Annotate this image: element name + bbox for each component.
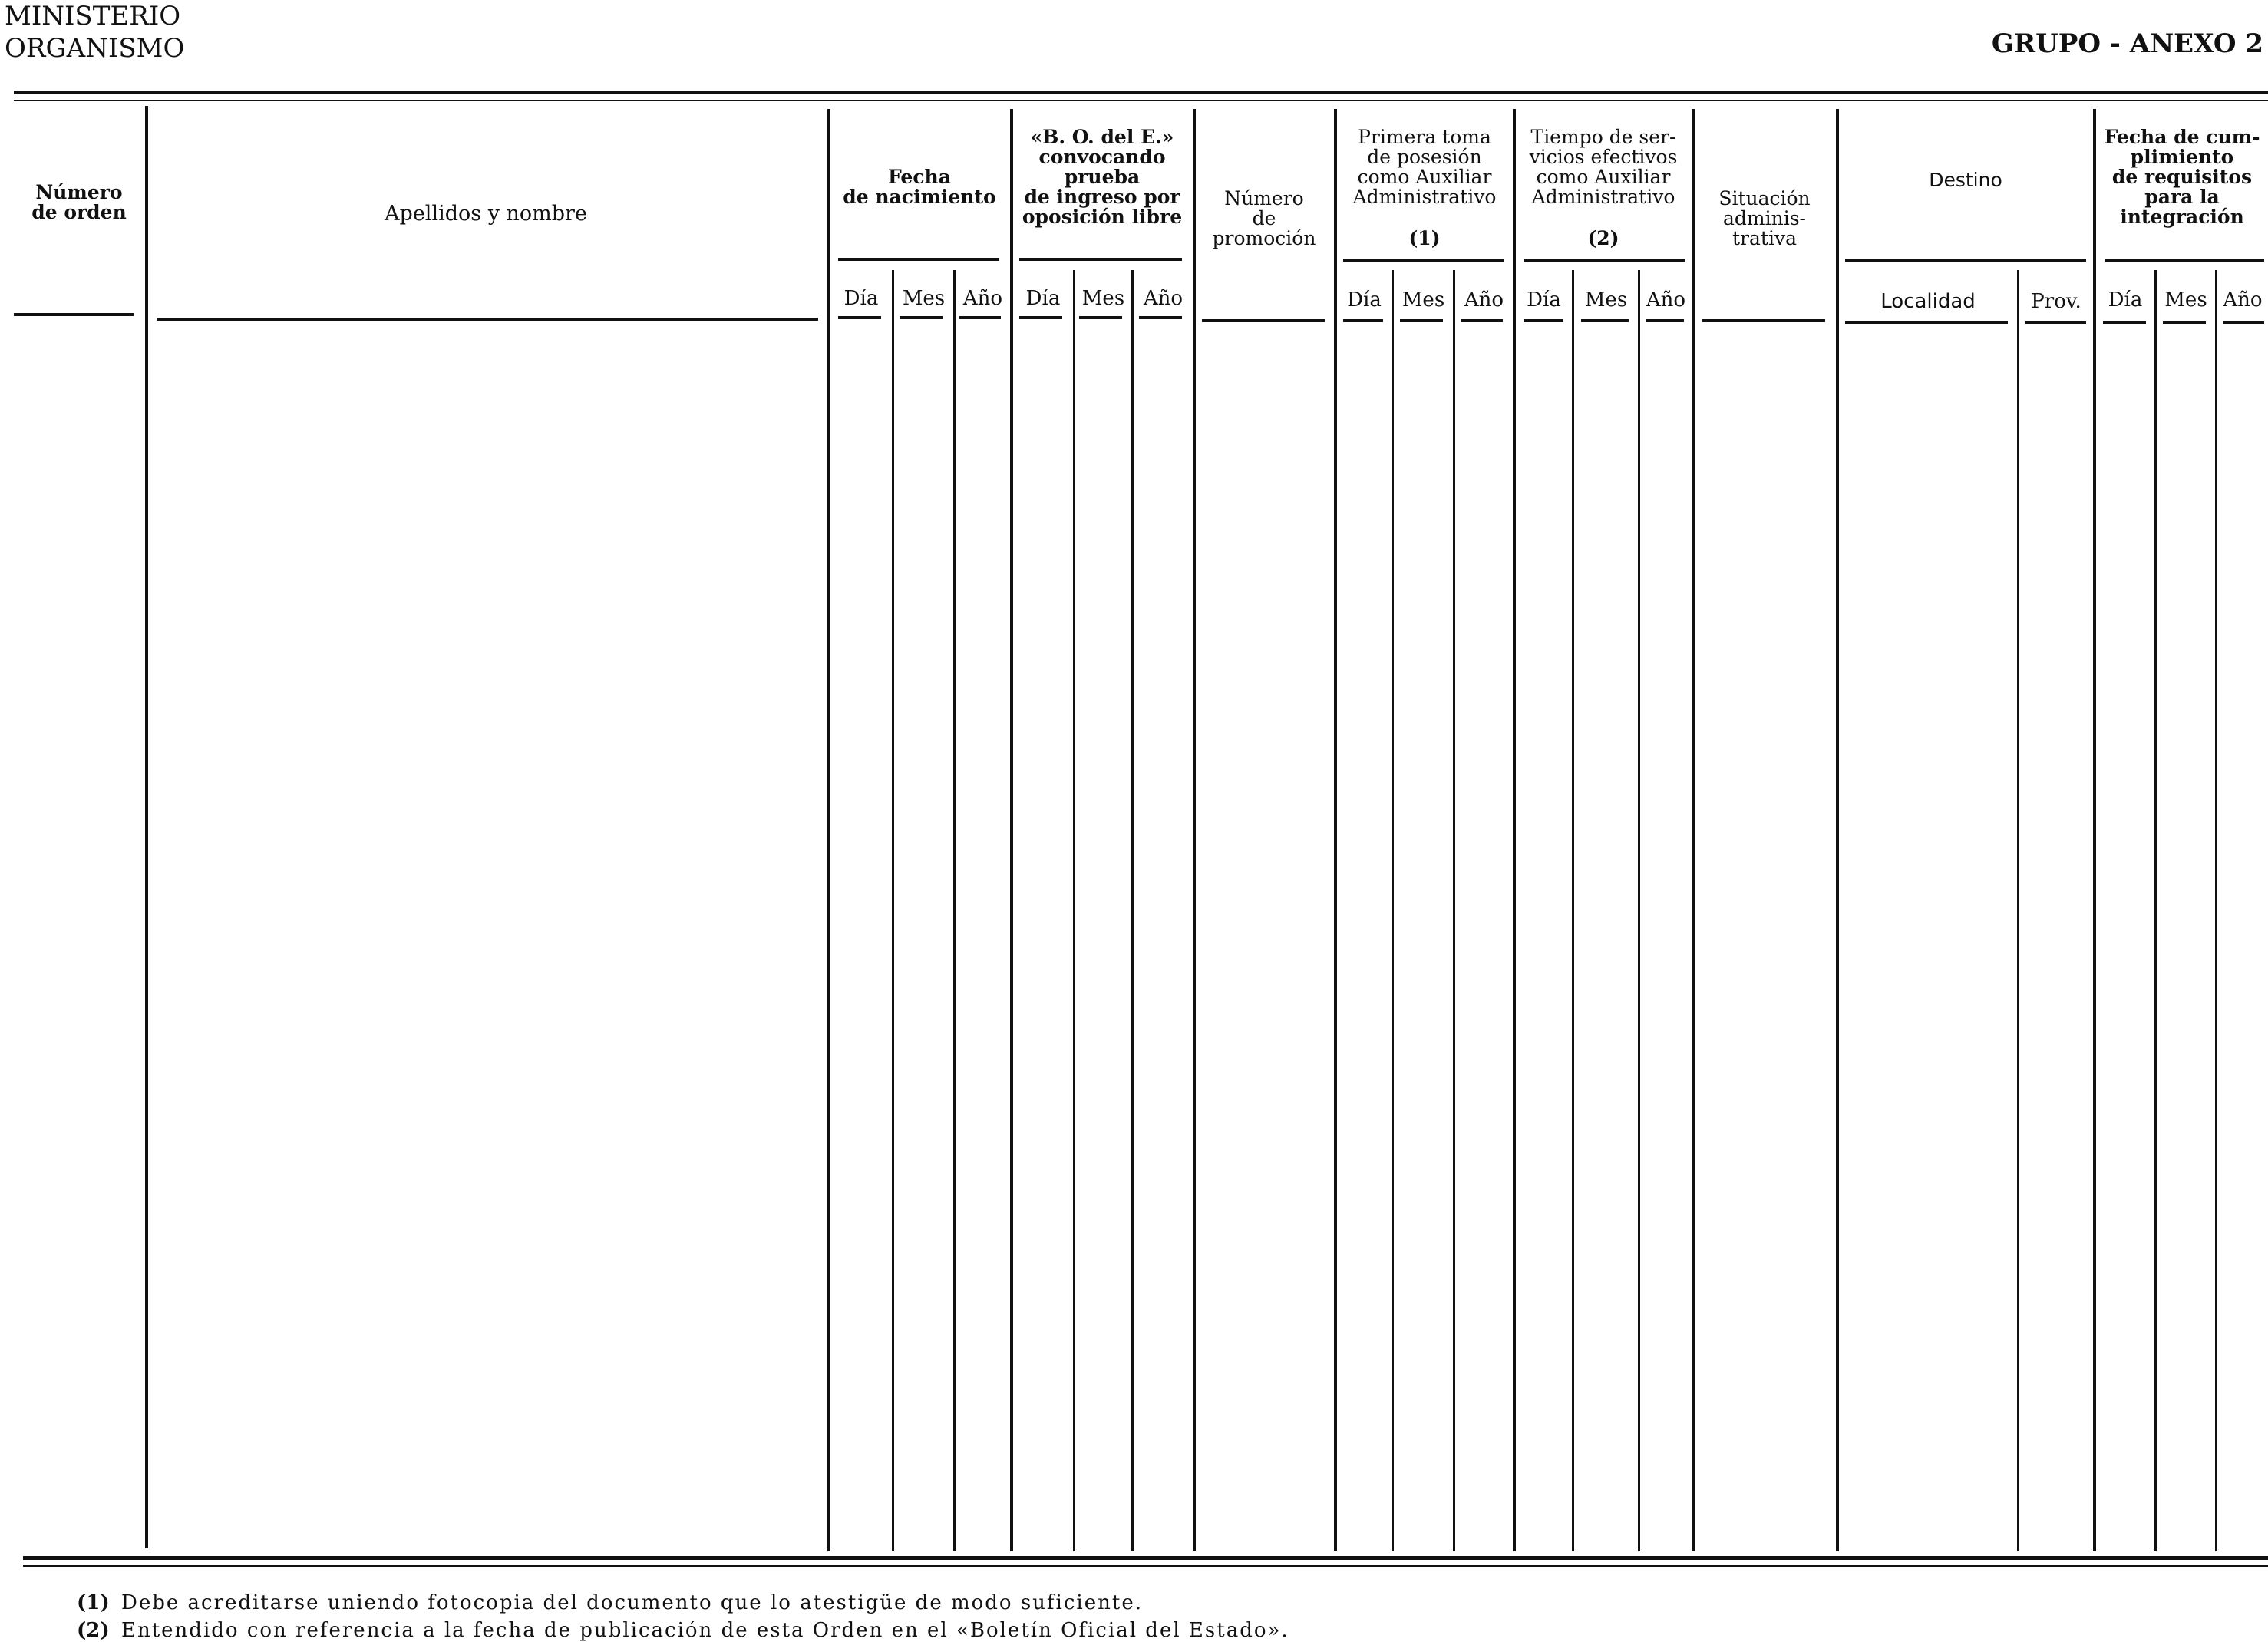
ul-boe-dia [1019, 316, 1062, 319]
col-sep-8 [1836, 109, 1839, 1551]
header-fecha-cumplimiento: Fecha de cum- plimiento de requisitos para la integración [2104, 126, 2260, 228]
subcol-sep-pt-1 [1392, 270, 1394, 1551]
grupo-anexo-label: GRUPO - ANEXO 2 [1991, 28, 2263, 59]
table-bottom-rule-thin [23, 1565, 2268, 1567]
boe-dia-label: Día [1025, 287, 1061, 310]
ul-numero-promocion [1202, 319, 1325, 322]
destino-prov-label: Prov. [2031, 290, 2081, 313]
header-situacion-administrativa: Situación adminis- trativa [1718, 187, 1811, 249]
subcol-sep-fc-2 [2215, 270, 2217, 1551]
ul-numero-orden [14, 313, 134, 316]
fc-dia-label: Día [2108, 289, 2143, 312]
subcol-sep-dest-1 [2017, 270, 2019, 1551]
ministerio-label: MINISTERIO [5, 1, 181, 31]
subcol-sep-fn-2 [953, 270, 956, 1551]
col-sep-3 [1010, 109, 1013, 1551]
ul-ts-dia [1524, 319, 1563, 322]
footnote-1 [77, 1593, 1143, 1613]
subcol-sep-fn-1 [892, 270, 894, 1551]
col-sep-6 [1513, 109, 1516, 1551]
ul-situacion [1702, 319, 1825, 322]
ul-pt-ano [1461, 319, 1503, 322]
subcol-sep-ts-1 [1572, 270, 1574, 1551]
footnote-2-number: (2) [77, 1619, 110, 1642]
ul-fc-mes [2163, 321, 2206, 324]
header-primera-toma: Primera toma de posesión como Auxiliar Administrativo [1352, 126, 1497, 208]
ts-ano-label: Año [1646, 289, 1686, 312]
underline-destino [1845, 259, 2086, 262]
pt-mes-label: Mes [1401, 289, 1445, 312]
destino-localidad-label: Localidad [1880, 290, 1976, 313]
ul-fn-ano [959, 316, 1001, 319]
subcol-sep-ts-2 [1638, 270, 1640, 1551]
footnote-1-number: (1) [77, 1591, 110, 1614]
underline-fecha-cumplimiento [2105, 259, 2264, 262]
fc-mes-label: Mes [2164, 289, 2207, 312]
header-fecha-nacimiento: Fecha de nacimiento [843, 166, 996, 208]
fn-dia-label: Día [843, 287, 879, 310]
pt-ano-label: Año [1464, 289, 1504, 312]
ts-mes-label: Mes [1584, 289, 1628, 312]
subcol-sep-boe-2 [1131, 270, 1134, 1551]
underline-tiempo-servicios [1524, 259, 1685, 262]
underline-primera-toma [1343, 259, 1504, 262]
ul-ts-mes [1581, 319, 1629, 322]
fn-mes-label: Mes [902, 287, 946, 310]
header-numero-orden: Número de orden [31, 181, 127, 223]
col-sep-4 [1193, 109, 1196, 1551]
header-boe-convocando: «B. O. del E.» convocando prueba de ingreso por oposición libre [1022, 126, 1183, 228]
col-sep-9 [2093, 109, 2096, 1551]
subcol-sep-boe-1 [1073, 270, 1075, 1551]
ts-dia-label: Día [1527, 289, 1561, 312]
ul-pt-dia [1343, 319, 1383, 322]
header-tiempo-servicios: Tiempo de ser- vicios efectivos como Auxiliar Administrativo [1529, 126, 1678, 208]
ul-localidad [1845, 321, 2008, 324]
table-top-rule [14, 91, 2268, 94]
footnote-1-text: Debe acreditarse uniendo fotocopia del documento que lo atestigüe de modo suficiente. [121, 1591, 1143, 1614]
underline-boe [1019, 258, 1182, 261]
subcol-sep-fc-1 [2154, 270, 2157, 1551]
table-top-rule-thin [14, 100, 2268, 101]
ul-ts-ano [1646, 319, 1684, 322]
col-sep-7 [1692, 109, 1695, 1551]
pt-dia-label: Día [1347, 289, 1382, 312]
col-sep-2 [827, 109, 830, 1551]
ul-boe-ano [1139, 316, 1182, 319]
fc-ano-label: Año [2223, 289, 2263, 312]
ul-pt-mes [1400, 319, 1443, 322]
footnote-2-text: Entendido con referencia a la fecha de publicación de esta Orden en el «Boletín Oficial del Estado». [121, 1619, 1289, 1642]
ul-fc-dia [2103, 321, 2146, 324]
organismo-label: ORGANISMO [5, 33, 185, 64]
footnote-2 [77, 1621, 1289, 1640]
ul-fn-mes [900, 316, 943, 319]
table-bottom-rule [23, 1556, 2268, 1560]
header-primera-toma-ref: (1) [1408, 227, 1441, 249]
underline-fecha-nacimiento [838, 258, 999, 261]
header-apellidos-nombre: Apellidos y nombre [385, 202, 587, 226]
subcol-sep-pt-2 [1453, 270, 1455, 1551]
col-sep-1 [145, 106, 148, 1548]
fn-ano-label: Año [962, 287, 1003, 310]
ul-prov [2025, 321, 2086, 324]
header-numero-promocion: Número de promoción [1212, 187, 1316, 249]
boe-mes-label: Mes [1081, 287, 1125, 310]
header-tiempo-servicios-ref: (2) [1587, 227, 1619, 249]
boe-ano-label: Año [1143, 287, 1184, 310]
header-destino: Destino [1929, 169, 2002, 191]
ul-apellidos [157, 318, 818, 321]
ul-boe-mes [1079, 316, 1122, 319]
ul-fc-ano [2223, 321, 2264, 324]
ul-fn-dia [838, 316, 881, 319]
col-sep-5 [1334, 109, 1337, 1551]
